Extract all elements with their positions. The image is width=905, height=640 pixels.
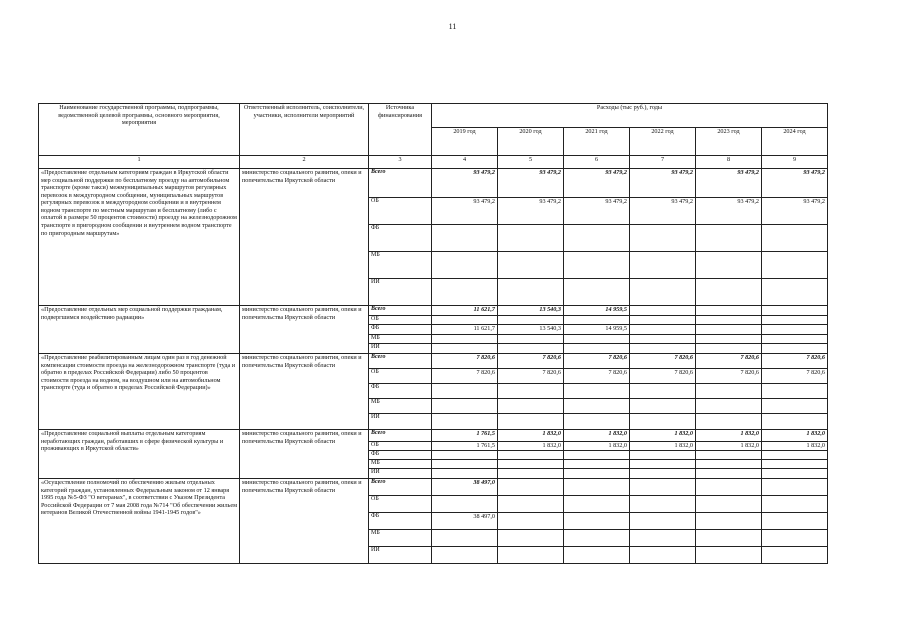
table-row (39, 479, 828, 496)
responsible-cell: министерство социального развития, опеки и попечительства Иркутской области (240, 306, 369, 354)
funding-source-cell: ИИ (369, 344, 432, 354)
value-cell: 1 832,0 (762, 442, 828, 451)
value-cell (432, 530, 498, 547)
value-cell (564, 547, 630, 564)
value-cell (498, 460, 564, 469)
value-cell (564, 384, 630, 399)
value-cell (498, 384, 564, 399)
funding-source-cell: ФБ (369, 384, 432, 399)
funding-source-cell: ОБ (369, 442, 432, 451)
page-number: 11 (448, 22, 457, 31)
value-cell (630, 513, 696, 530)
value-cell (498, 479, 564, 496)
value-cell (762, 399, 828, 414)
column-number: 1 (39, 156, 240, 169)
value-cell (762, 306, 828, 316)
value-cell (762, 460, 828, 469)
value-cell: 13 540,3 (498, 306, 564, 316)
value-cell: 7 820,6 (696, 369, 762, 384)
value-cell (432, 496, 498, 513)
value-cell: 7 820,6 (762, 354, 828, 369)
value-cell (762, 451, 828, 460)
value-cell: 93 479,2 (696, 169, 762, 198)
header-year: 2019 год (432, 128, 498, 156)
column-number: 4 (432, 156, 498, 169)
funding-source-cell: ОБ (369, 369, 432, 384)
value-cell (630, 384, 696, 399)
value-cell (432, 460, 498, 469)
value-cell: 7 820,6 (498, 354, 564, 369)
value-cell: 93 479,2 (498, 169, 564, 198)
value-cell: 7 820,6 (498, 369, 564, 384)
value-cell (762, 252, 828, 279)
value-cell: 93 479,2 (564, 198, 630, 225)
value-cell (630, 306, 696, 316)
header-year: 2020 год (498, 128, 564, 156)
value-cell: 93 479,2 (630, 198, 696, 225)
value-cell (696, 479, 762, 496)
value-cell: 1 832,0 (564, 442, 630, 451)
value-cell (564, 460, 630, 469)
value-cell (762, 325, 828, 335)
responsible-cell: министерство социального развития, опеки и попечительства Иркутской области (240, 169, 369, 306)
value-cell (762, 344, 828, 354)
value-cell: 7 820,6 (432, 369, 498, 384)
column-number: 7 (630, 156, 696, 169)
funding-source-cell: Всего (369, 169, 432, 198)
funding-source-cell: ОБ (369, 316, 432, 325)
value-cell: 93 479,2 (696, 198, 762, 225)
value-cell (498, 399, 564, 414)
funding-source-cell: Всего (369, 430, 432, 442)
value-cell: 14 959,5 (564, 306, 630, 316)
value-cell (696, 451, 762, 460)
value-cell (432, 335, 498, 344)
value-cell (432, 225, 498, 252)
column-number: 2 (240, 156, 369, 169)
value-cell (696, 252, 762, 279)
value-cell: 13 540,3 (498, 325, 564, 335)
value-cell (762, 496, 828, 513)
value-cell (630, 316, 696, 325)
header-name: Наименование государственной программы, подпрограммы, ведомственной целевой программы, основного мероприятия, мероприятия (39, 104, 240, 156)
value-cell (564, 513, 630, 530)
value-cell (432, 547, 498, 564)
value-cell (762, 384, 828, 399)
value-cell (630, 399, 696, 414)
value-cell (696, 279, 762, 306)
value-cell (564, 252, 630, 279)
value-cell (564, 399, 630, 414)
header-year: 2021 год (564, 128, 630, 156)
value-cell (630, 451, 696, 460)
value-cell (762, 479, 828, 496)
value-cell (696, 530, 762, 547)
value-cell (762, 279, 828, 306)
value-cell (696, 547, 762, 564)
column-number: 5 (498, 156, 564, 169)
value-cell (696, 316, 762, 325)
column-number: 8 (696, 156, 762, 169)
value-cell: 1 832,0 (498, 442, 564, 451)
header-responsible: Ответственный исполнитель, соисполнители, участники, исполнители мероприятий (240, 104, 369, 156)
value-cell (564, 479, 630, 496)
value-cell (498, 496, 564, 513)
funding-source-cell: МБ (369, 252, 432, 279)
value-cell (498, 316, 564, 325)
value-cell (564, 451, 630, 460)
value-cell (630, 547, 696, 564)
program-name-cell: «Предоставление отдельных мер социальной поддержки гражданам, подвергшимся воздействию радиации» (39, 306, 240, 354)
value-cell: 93 479,2 (630, 169, 696, 198)
header-year: 2023 год (696, 128, 762, 156)
value-cell: 7 820,6 (564, 354, 630, 369)
value-cell (630, 225, 696, 252)
value-cell (762, 530, 828, 547)
value-cell: 1 832,0 (630, 442, 696, 451)
value-cell (498, 530, 564, 547)
value-cell (432, 344, 498, 354)
value-cell (630, 414, 696, 430)
value-cell (498, 469, 564, 479)
funding-source-cell: Всего (369, 354, 432, 369)
responsible-cell: министерство социального развития, опеки и попечительства Иркутской области (240, 354, 369, 430)
value-cell (564, 469, 630, 479)
value-cell (498, 252, 564, 279)
value-cell: 7 820,6 (630, 369, 696, 384)
value-cell (762, 469, 828, 479)
value-cell (696, 513, 762, 530)
column-number: 6 (564, 156, 630, 169)
value-cell (630, 279, 696, 306)
value-cell (432, 399, 498, 414)
value-cell (630, 344, 696, 354)
value-cell (432, 451, 498, 460)
value-cell (564, 496, 630, 513)
value-cell (498, 344, 564, 354)
funding-source-cell: ФБ (369, 451, 432, 460)
value-cell (498, 547, 564, 564)
value-cell (564, 344, 630, 354)
program-name-cell: «Предоставление отдельным категориям граждан в Иркутской области мер социальной поддержки по бесплатному проезду на автомобильном транспорте (кроме такси) межмуниципальных маршрутов регулярных перевозок в междугородном сообщении, муниципальных маршрутов регулярных перевозок в междугородном сообщении и в внутреннем водном транспорте по местным маршрутам и бесплатному (либо с оплатой в размере 50 процентов стоимости) проезду на железнодорожном транспорте в пригородном сообщении и внутреннем водном транспорте по пригородным маршрутам» (39, 169, 240, 306)
value-cell (762, 414, 828, 430)
funding-source-cell: МБ (369, 335, 432, 344)
value-cell: 7 820,6 (696, 354, 762, 369)
header-expenses: Расходы (тыс руб.), годы (432, 104, 828, 128)
value-cell (630, 325, 696, 335)
value-cell (696, 306, 762, 316)
value-cell (762, 513, 828, 530)
funding-source-cell: ФБ (369, 325, 432, 335)
value-cell (696, 344, 762, 354)
value-cell (762, 335, 828, 344)
value-cell: 11 621,7 (432, 306, 498, 316)
value-cell: 1 761,5 (432, 442, 498, 451)
funding-source-cell: ОБ (369, 496, 432, 513)
column-number: 9 (762, 156, 828, 169)
value-cell (696, 325, 762, 335)
value-cell (432, 414, 498, 430)
value-cell (432, 469, 498, 479)
value-cell (564, 279, 630, 306)
value-cell: 1 832,0 (564, 430, 630, 442)
table-row (39, 430, 828, 442)
value-cell (630, 460, 696, 469)
value-cell: 38 497,0 (432, 479, 498, 496)
table-row (39, 354, 828, 369)
value-cell (432, 279, 498, 306)
value-cell (498, 451, 564, 460)
value-cell: 93 479,2 (432, 169, 498, 198)
table-row (39, 306, 828, 316)
value-cell: 7 820,6 (630, 354, 696, 369)
funding-source-cell: Всего (369, 306, 432, 316)
value-cell (564, 530, 630, 547)
value-cell (498, 335, 564, 344)
program-name-cell: «Предоставление социальной выплаты отдельным категориям неработающих граждан, работавших в сфере физической культуры и проживающих в Иркутской области» (39, 430, 240, 479)
funding-source-cell: ФБ (369, 513, 432, 530)
value-cell: 38 497,0 (432, 513, 498, 530)
value-cell: 93 479,2 (498, 198, 564, 225)
funding-source-cell: МБ (369, 530, 432, 547)
value-cell: 93 479,2 (432, 198, 498, 225)
value-cell (630, 479, 696, 496)
column-number: 3 (369, 156, 432, 169)
table-row (39, 169, 828, 198)
funding-source-cell: ИИ (369, 279, 432, 306)
value-cell (762, 547, 828, 564)
value-cell (696, 225, 762, 252)
value-cell (630, 530, 696, 547)
value-cell: 1 832,0 (498, 430, 564, 442)
value-cell (432, 316, 498, 325)
value-cell (564, 225, 630, 252)
value-cell (564, 335, 630, 344)
responsible-cell: министерство социального развития, опеки и попечительства Иркутской области (240, 479, 369, 564)
value-cell (498, 513, 564, 530)
funding-source-cell: ИИ (369, 469, 432, 479)
value-cell (498, 279, 564, 306)
funding-source-cell: ИИ (369, 547, 432, 564)
header-year: 2024 год (762, 128, 828, 156)
program-name-cell: «Осуществление полномочий по обеспечению жильем отдельных категорий граждан, установленных Федеральным законом от 12 января 1995 года №5-ФЗ "О ветеранах", в соответствии с Указом Президента Российской Федерации от 7 мая 2008 года №714 "Об обеспечении жильем ветеранов Великой Отечественной войны 1941-1945 годов"» (39, 479, 240, 564)
program-name-cell: «Предоставление реабилитированным лицам один раз в год денежной компенсации стоимости проезда на железнодорожном транспорте (туда и обратно в пределах Российской Федерации) либо 50 процентов стоимости проезда на водном, на воздушном или на автомобильном транспорте (туда и обратно в пределах Российской Федерации)» (39, 354, 240, 430)
value-cell: 7 820,6 (432, 354, 498, 369)
value-cell (762, 316, 828, 325)
value-cell: 93 479,2 (564, 169, 630, 198)
value-cell: 1 832,0 (696, 442, 762, 451)
value-cell: 1 832,0 (762, 430, 828, 442)
header-year: 2022 год (630, 128, 696, 156)
header-source: Источника финансирования (369, 104, 432, 156)
funding-source-cell: МБ (369, 399, 432, 414)
value-cell (564, 414, 630, 430)
value-cell (498, 225, 564, 252)
value-cell (630, 252, 696, 279)
value-cell (432, 252, 498, 279)
funding-source-cell: Всего (369, 479, 432, 496)
value-cell (630, 469, 696, 479)
value-cell (630, 335, 696, 344)
funding-source-cell: ФБ (369, 225, 432, 252)
value-cell: 1 832,0 (630, 430, 696, 442)
funding-source-cell: ОБ (369, 198, 432, 225)
value-cell (498, 414, 564, 430)
value-cell (696, 384, 762, 399)
value-cell (762, 225, 828, 252)
value-cell (696, 469, 762, 479)
funding-source-cell: ИИ (369, 414, 432, 430)
value-cell: 7 820,6 (564, 369, 630, 384)
value-cell: 11 621,7 (432, 325, 498, 335)
value-cell (564, 316, 630, 325)
value-cell (696, 414, 762, 430)
value-cell: 93 479,2 (762, 198, 828, 225)
value-cell: 7 820,6 (762, 369, 828, 384)
value-cell (630, 496, 696, 513)
value-cell (696, 496, 762, 513)
funding-source-cell: МБ (369, 460, 432, 469)
value-cell (696, 460, 762, 469)
value-cell: 14 959,5 (564, 325, 630, 335)
value-cell: 1 761,5 (432, 430, 498, 442)
value-cell (432, 384, 498, 399)
value-cell: 93 479,2 (762, 169, 828, 198)
value-cell (696, 335, 762, 344)
budget-table (38, 103, 828, 564)
value-cell (696, 399, 762, 414)
value-cell: 1 832,0 (696, 430, 762, 442)
responsible-cell: министерство социального развития, опеки и попечительства Иркутской области (240, 430, 369, 479)
